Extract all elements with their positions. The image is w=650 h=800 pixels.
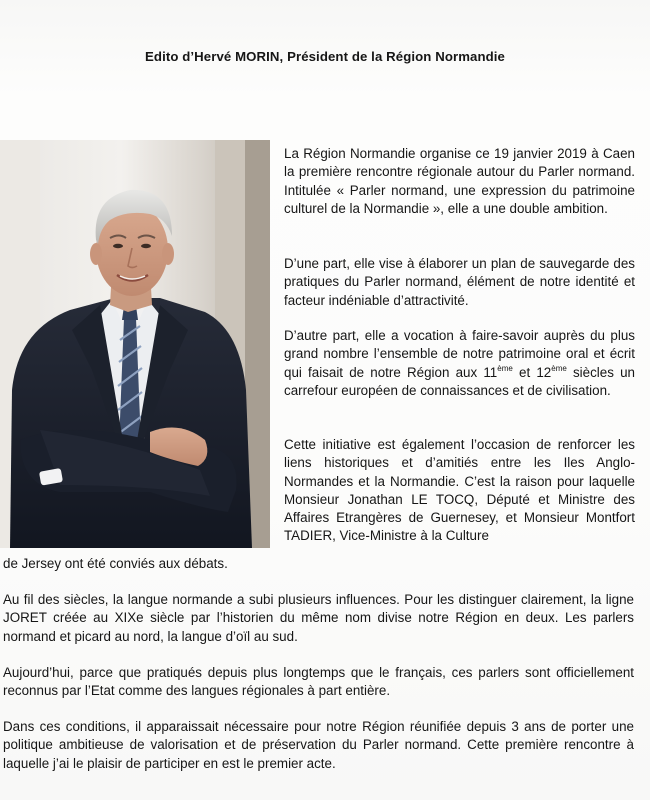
portrait-photo [0, 140, 270, 548]
paragraph-5: Au fil des siècles, la langue normande a subi plusieurs influences. Pour les distinguer clairement, la ligne JORET créée au XIXe siècle par l’historien du même nom divise notre Région en deux. Les parlers normand et picard au nord, la langue d’oïl au sud. [3, 592, 634, 644]
paragraph-1: La Région Normandie organise ce 19 janvier 2019 à Caen la première rencontre régionale autour du Parler normand. Intitulée « Parler normand, une expression du patrimoine culturel de la Normandie », elle a une double ambition. [284, 146, 635, 216]
paragraph-3-part-b: et 12 [512, 364, 552, 380]
paragraph-4-end: de Jersey ont été conviés aux débats. [3, 556, 228, 571]
ordinal-suffix-2: ème [551, 363, 567, 373]
paragraph-4: Cette initiative est également l’occasion de renforcer les liens historiques et d’amitiés entre les Iles Anglo-Normandes et la Normandie. C’est la raison pour laquelle Monsieur Jonathan LE TOCQ, Député et Ministre des Affaires Etrangères de Guernesey, et Monsieur Montfort TADIER, Vice-Ministre à la Culture [284, 437, 635, 544]
page-title: Edito d’Hervé MORIN, Président de la Région Normandie [145, 49, 505, 64]
paragraph-2: D’une part, elle vise à élaborer un plan de sauvegarde des pratiques du Parler normand, élément de notre identité et facteur indéniable d’attractivité. [284, 256, 635, 308]
paragraph-6: Aujourd’hui, parce que pratiqués depuis plus longtemps que le français, ces parlers sont officiellement reconnus par l’Etat comme des langues régionales à part entière. [3, 665, 634, 699]
paragraph-3-part-a: D’autre part, elle a vocation à faire-savoir auprès du plus grand nombre l’ensemble de notre patrimoine oral et écrit qui faisait de notre Région aux 11 [284, 328, 635, 380]
paragraph-3 [284, 327, 635, 400]
ordinal-suffix-1: ème [497, 363, 513, 373]
paragraph-3-part-c: siècles un carrefour européen de connaissances et de civilisation. [284, 364, 635, 398]
paragraph-7: Dans ces conditions, il apparaissait nécessaire pour notre Région réunifiée depuis 3 ans de porter une politique ambitieuse de valorisation et de préservation du Parler normand. Cette première rencontre à laquelle j’ai le plaisir de participer en est le premier acte. [3, 719, 634, 771]
